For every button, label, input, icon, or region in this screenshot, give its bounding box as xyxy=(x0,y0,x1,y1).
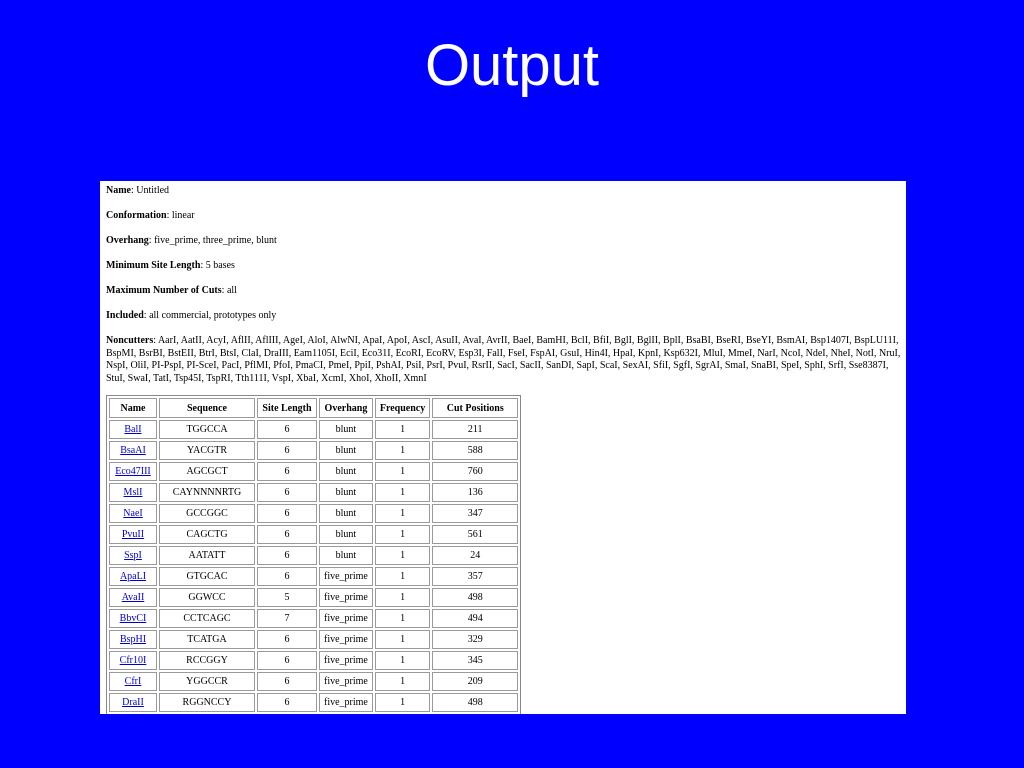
table-row xyxy=(109,693,518,712)
table-cell: five_prime xyxy=(319,588,373,607)
enzyme-link[interactable]: PvuII xyxy=(121,529,145,540)
table-cell: 498 xyxy=(432,693,518,712)
table-cell: 498 xyxy=(432,588,518,607)
table-cell: blunt xyxy=(319,462,373,481)
table-cell: YACGTR xyxy=(159,441,255,460)
param-line: Conformation: linear xyxy=(106,210,195,221)
table-cell: AGCGCT xyxy=(159,462,255,481)
enzyme-link[interactable]: AvaII xyxy=(121,592,145,603)
enzyme-link[interactable]: DraII xyxy=(122,697,144,708)
param-line: Included: all commercial, prototypes only xyxy=(106,310,277,321)
table-cell: 760 xyxy=(432,462,518,481)
table-cell: 1 xyxy=(375,420,430,439)
table-cell xyxy=(109,567,157,586)
table-row xyxy=(109,672,518,691)
table-cell: 1 xyxy=(375,651,430,670)
table-cell xyxy=(109,630,157,649)
table-cell: GGWCC xyxy=(159,588,255,607)
table-cell: 561 xyxy=(432,525,518,544)
param-line: Minimum Site Length: 5 bases xyxy=(106,260,235,271)
table-cell: five_prime xyxy=(319,693,373,712)
table-cell xyxy=(109,609,157,628)
table-cell xyxy=(109,420,157,439)
table-cell: 1 xyxy=(375,609,430,628)
table-body xyxy=(109,420,518,712)
table-cell: 211 xyxy=(432,420,518,439)
param-value: all commercial, prototypes only xyxy=(149,310,277,321)
table-cell: 6 xyxy=(257,693,317,712)
table-cell: 209 xyxy=(432,672,518,691)
param-label: Overhang xyxy=(106,235,149,246)
table-row xyxy=(109,441,518,460)
table-cell xyxy=(109,462,157,481)
table-cell: five_prime xyxy=(319,651,373,670)
table-cell: 588 xyxy=(432,441,518,460)
param-value: 5 bases xyxy=(205,260,235,271)
table-cell: CCTCAGC xyxy=(159,609,255,628)
table-cell: five_prime xyxy=(319,609,373,628)
table-row xyxy=(109,525,518,544)
noncutters-line: NspI, OliI, PI-PspI, PI-SceI, PacI, PflMI, PfoI, PmaCI, PmeI, PpiI, PshAI, PsiI, PsrI, PvuI, RsrII, SacI, SacII, SanDI, SapI, ScaI, SexAI, SfiI, SgfI, SgrAI, SmaI, SnaBI, SpeI, SphI, SrfI, Sse8387I, xyxy=(106,360,889,371)
table-cell: 6 xyxy=(257,546,317,565)
noncutters-line: BspMI, BsrBI, BstEII, BtrI, BtsI, ClaI, DraIII, Eam1105I, EciI, Eco31I, EcoRI, EcoRV, Esp3I, FalI, FseI, FspAI, GsuI, Hin4I, HpaI, KpnI, Ksp632I, MluI, MmeI, NarI, NcoI, NdeI, NheI, NotI, NruI, xyxy=(106,347,901,359)
column-header: Frequency xyxy=(375,398,430,418)
column-header: Sequence xyxy=(159,398,255,418)
table-row xyxy=(109,462,518,481)
table-cell: 347 xyxy=(432,504,518,523)
noncutters-label: Noncutters xyxy=(106,335,154,346)
table-cell: 6 xyxy=(257,462,317,481)
table-cell: 1 xyxy=(375,546,430,565)
table-row xyxy=(109,609,518,628)
table-cell: 1 xyxy=(375,693,430,712)
table-cell: 6 xyxy=(257,567,317,586)
output-screenshot xyxy=(100,181,906,714)
table-cell: 1 xyxy=(375,441,430,460)
param-label: Included xyxy=(106,310,144,321)
table-cell: CAGCTG xyxy=(159,525,255,544)
table-row xyxy=(109,504,518,523)
table-cell: 136 xyxy=(432,483,518,502)
table-row xyxy=(109,630,518,649)
table-cell: TGGCCA xyxy=(159,420,255,439)
table-cell: 6 xyxy=(257,672,317,691)
param-label: Minimum Site Length xyxy=(106,260,201,271)
table-cell xyxy=(109,441,157,460)
table-cell: RGGNCCY xyxy=(159,693,255,712)
table-cell: CAYNNNNRTG xyxy=(159,483,255,502)
enzyme-table xyxy=(106,395,521,714)
enzyme-link[interactable]: Eco47III xyxy=(115,466,151,477)
table-row xyxy=(109,588,518,607)
param-value: all xyxy=(226,285,237,296)
param-value: Untitled xyxy=(136,185,170,196)
table-cell: 6 xyxy=(257,420,317,439)
column-header: Overhang xyxy=(319,398,373,418)
table-cell: blunt xyxy=(319,441,373,460)
table-cell: 1 xyxy=(375,462,430,481)
table-cell: 494 xyxy=(432,609,518,628)
table-cell: blunt xyxy=(319,483,373,502)
param-value: five_prime, three_prime, blunt xyxy=(154,235,277,246)
table-cell: 6 xyxy=(257,504,317,523)
output-content xyxy=(106,185,906,714)
table-cell xyxy=(109,504,157,523)
noncutters-line: Noncutters: AarI, AatII, AcyI, AflII, AflIII, AgeI, AloI, AlwNI, ApaI, ApoI, AscI, AsuII, AvaI, AvrII, BaeI, BamHI, BclI, BfiI, BglI, BglII, BplI, BsaBI, BseRI, BseYI, BsmAI, Bsp1407I, BspLU11I, xyxy=(106,335,899,346)
column-header: Name xyxy=(109,398,157,418)
table-cell: 5 xyxy=(257,588,317,607)
table-cell: 1 xyxy=(375,567,430,586)
table-cell: 1 xyxy=(375,504,430,523)
table-cell: blunt xyxy=(319,504,373,523)
table-row xyxy=(109,651,518,670)
table-cell: 1 xyxy=(375,525,430,544)
table-cell xyxy=(109,693,157,712)
param-line: Maximum Number of Cuts: all xyxy=(106,285,237,296)
table-cell: 1 xyxy=(375,483,430,502)
enzyme-link[interactable]: NaeI xyxy=(123,508,143,519)
table-cell: 357 xyxy=(432,567,518,586)
table-cell: five_prime xyxy=(319,672,373,691)
table-cell: GCCGGC xyxy=(159,504,255,523)
noncutters-list xyxy=(106,335,906,385)
param-line: Name: Untitled xyxy=(106,185,170,196)
enzyme-link[interactable]: MslI xyxy=(123,487,143,498)
slide-title: Output xyxy=(424,33,600,98)
enzyme-link[interactable]: BbvCI xyxy=(119,613,147,624)
table-cell xyxy=(109,588,157,607)
table-cell xyxy=(109,672,157,691)
enzyme-link[interactable]: BsaAI xyxy=(120,445,146,456)
enzyme-link[interactable]: CfrI xyxy=(124,676,142,687)
table-cell: 1 xyxy=(375,588,430,607)
parameter-list xyxy=(106,185,906,322)
table-cell: YGGCCR xyxy=(159,672,255,691)
table-cell: blunt xyxy=(319,525,373,544)
table-header-row xyxy=(109,398,518,418)
param-value: linear xyxy=(171,210,195,221)
table-cell: five_prime xyxy=(319,567,373,586)
table-cell: 6 xyxy=(257,525,317,544)
table-cell: 1 xyxy=(375,672,430,691)
param-line: Overhang: five_prime, three_prime, blunt xyxy=(106,235,277,246)
table-row xyxy=(109,483,518,502)
table-cell: blunt xyxy=(319,420,373,439)
param-label: Maximum Number of Cuts xyxy=(106,285,222,296)
table-cell: 6 xyxy=(257,441,317,460)
enzyme-link[interactable]: BalI xyxy=(124,424,142,435)
param-label: Conformation xyxy=(106,210,167,221)
table-cell: GTGCAC xyxy=(159,567,255,586)
table-cell: 345 xyxy=(432,651,518,670)
enzyme-link[interactable]: BspHI xyxy=(119,634,147,645)
table-cell: 6 xyxy=(257,483,317,502)
table-cell: 329 xyxy=(432,630,518,649)
param-label: Name xyxy=(106,185,131,196)
enzyme-link[interactable]: Cfr10I xyxy=(119,655,147,666)
table-cell: RCCGGY xyxy=(159,651,255,670)
table-cell: five_prime xyxy=(319,630,373,649)
table-cell: 7 xyxy=(257,609,317,628)
table-cell xyxy=(109,483,157,502)
table-cell xyxy=(109,525,157,544)
table-cell: 1 xyxy=(375,630,430,649)
table-cell: 6 xyxy=(257,630,317,649)
table-row xyxy=(109,567,518,586)
table-cell: TCATGA xyxy=(159,630,255,649)
table-row xyxy=(109,546,518,565)
table-cell xyxy=(109,651,157,670)
column-header: Cut Positions xyxy=(432,398,518,418)
column-header: Site Length xyxy=(257,398,317,418)
enzyme-link[interactable]: SspI xyxy=(124,550,142,561)
table-row xyxy=(109,420,518,439)
table-cell xyxy=(109,546,157,565)
table-cell: 6 xyxy=(257,651,317,670)
table-cell: blunt xyxy=(319,546,373,565)
enzyme-link[interactable]: ApaLI xyxy=(119,571,147,582)
table-cell: 24 xyxy=(432,546,518,565)
table-cell: AATATT xyxy=(159,546,255,565)
noncutters-line: StuI, SwaI, TatI, Tsp45I, TspRI, Tth111I, VspI, XbaI, XcmI, XhoI, XhoII, XmnI xyxy=(106,372,427,384)
